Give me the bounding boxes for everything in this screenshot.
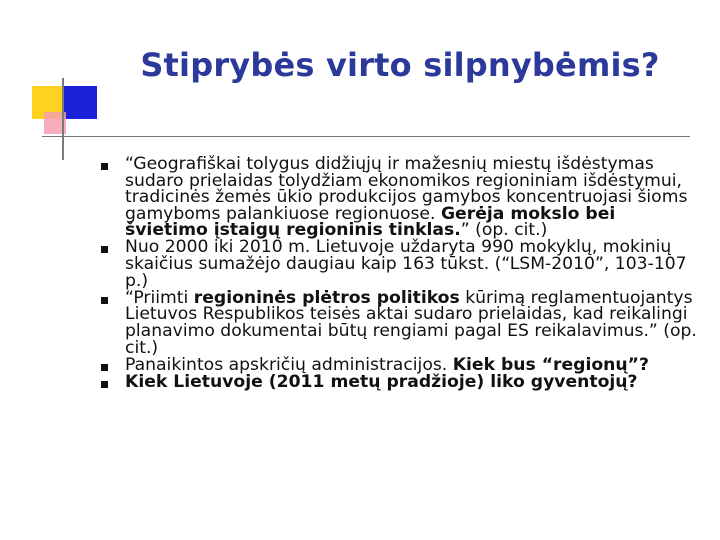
slide-title: Stiprybės virto silpnybėmis? — [140, 46, 660, 84]
bullet-text-bold: Kiek Lietuvoje (2011 metų pradžioje) liko gyventojų? — [125, 371, 638, 392]
bullet-item — [96, 239, 700, 289]
bullet-item — [96, 371, 700, 392]
square-bullet-icon — [101, 381, 108, 388]
bullet-item — [96, 354, 700, 375]
square-bullet-icon — [101, 163, 108, 170]
bullet-text: kūrimą reglamentuojantys Lietuvos Respublikos teisės aktai sudaro prielaidas, kad reikalingi planavimo dokumentai būtų rengiami pagal ES reikalavimus.” (op. cit.) — [125, 287, 697, 358]
bullet-list — [96, 156, 700, 391]
bullet-text-bold: Kiek bus “regionų”? — [452, 354, 649, 375]
bullet-item — [96, 287, 700, 358]
decor-vertical-line — [62, 78, 64, 160]
bullet-text: ” (op. cit.) — [460, 220, 548, 241]
bullet-text: “Priimti — [125, 287, 194, 308]
square-bullet-icon — [101, 297, 108, 304]
bullet-item — [96, 156, 700, 239]
decor-blue-square — [64, 86, 97, 119]
square-bullet-icon — [101, 364, 108, 371]
square-bullet-icon — [101, 246, 108, 253]
bullet-text: Panaikintos apskričių administracijos. — [125, 354, 453, 375]
bullet-text: Nuo 2000 iki 2010 m. Lietuvoje uždaryta 990 mokyklų, mokinių skaičius sumažėjo daugiau kaip 163 tūkst. (“LSM-2010”, 103-107 p.) — [125, 237, 687, 291]
bullet-text: “Geografiškai tolygus didžiųjų ir mažesnių miestų išdėstymas sudaro prielaidas tolydžiam ekonomikos regioniniam išdėstymui, tradicinės žemės ūkio produkcijos gamybos koncentruojasi šioms gamyboms palankiuose regionuose. — [125, 154, 688, 224]
bullet-text-bold: Gerėja mokslo bei švietimo įstaigų regioninis tinklas. — [125, 203, 616, 241]
title-divider — [42, 136, 690, 137]
bullet-text-bold: regioninės plėtros politikos — [193, 287, 460, 308]
